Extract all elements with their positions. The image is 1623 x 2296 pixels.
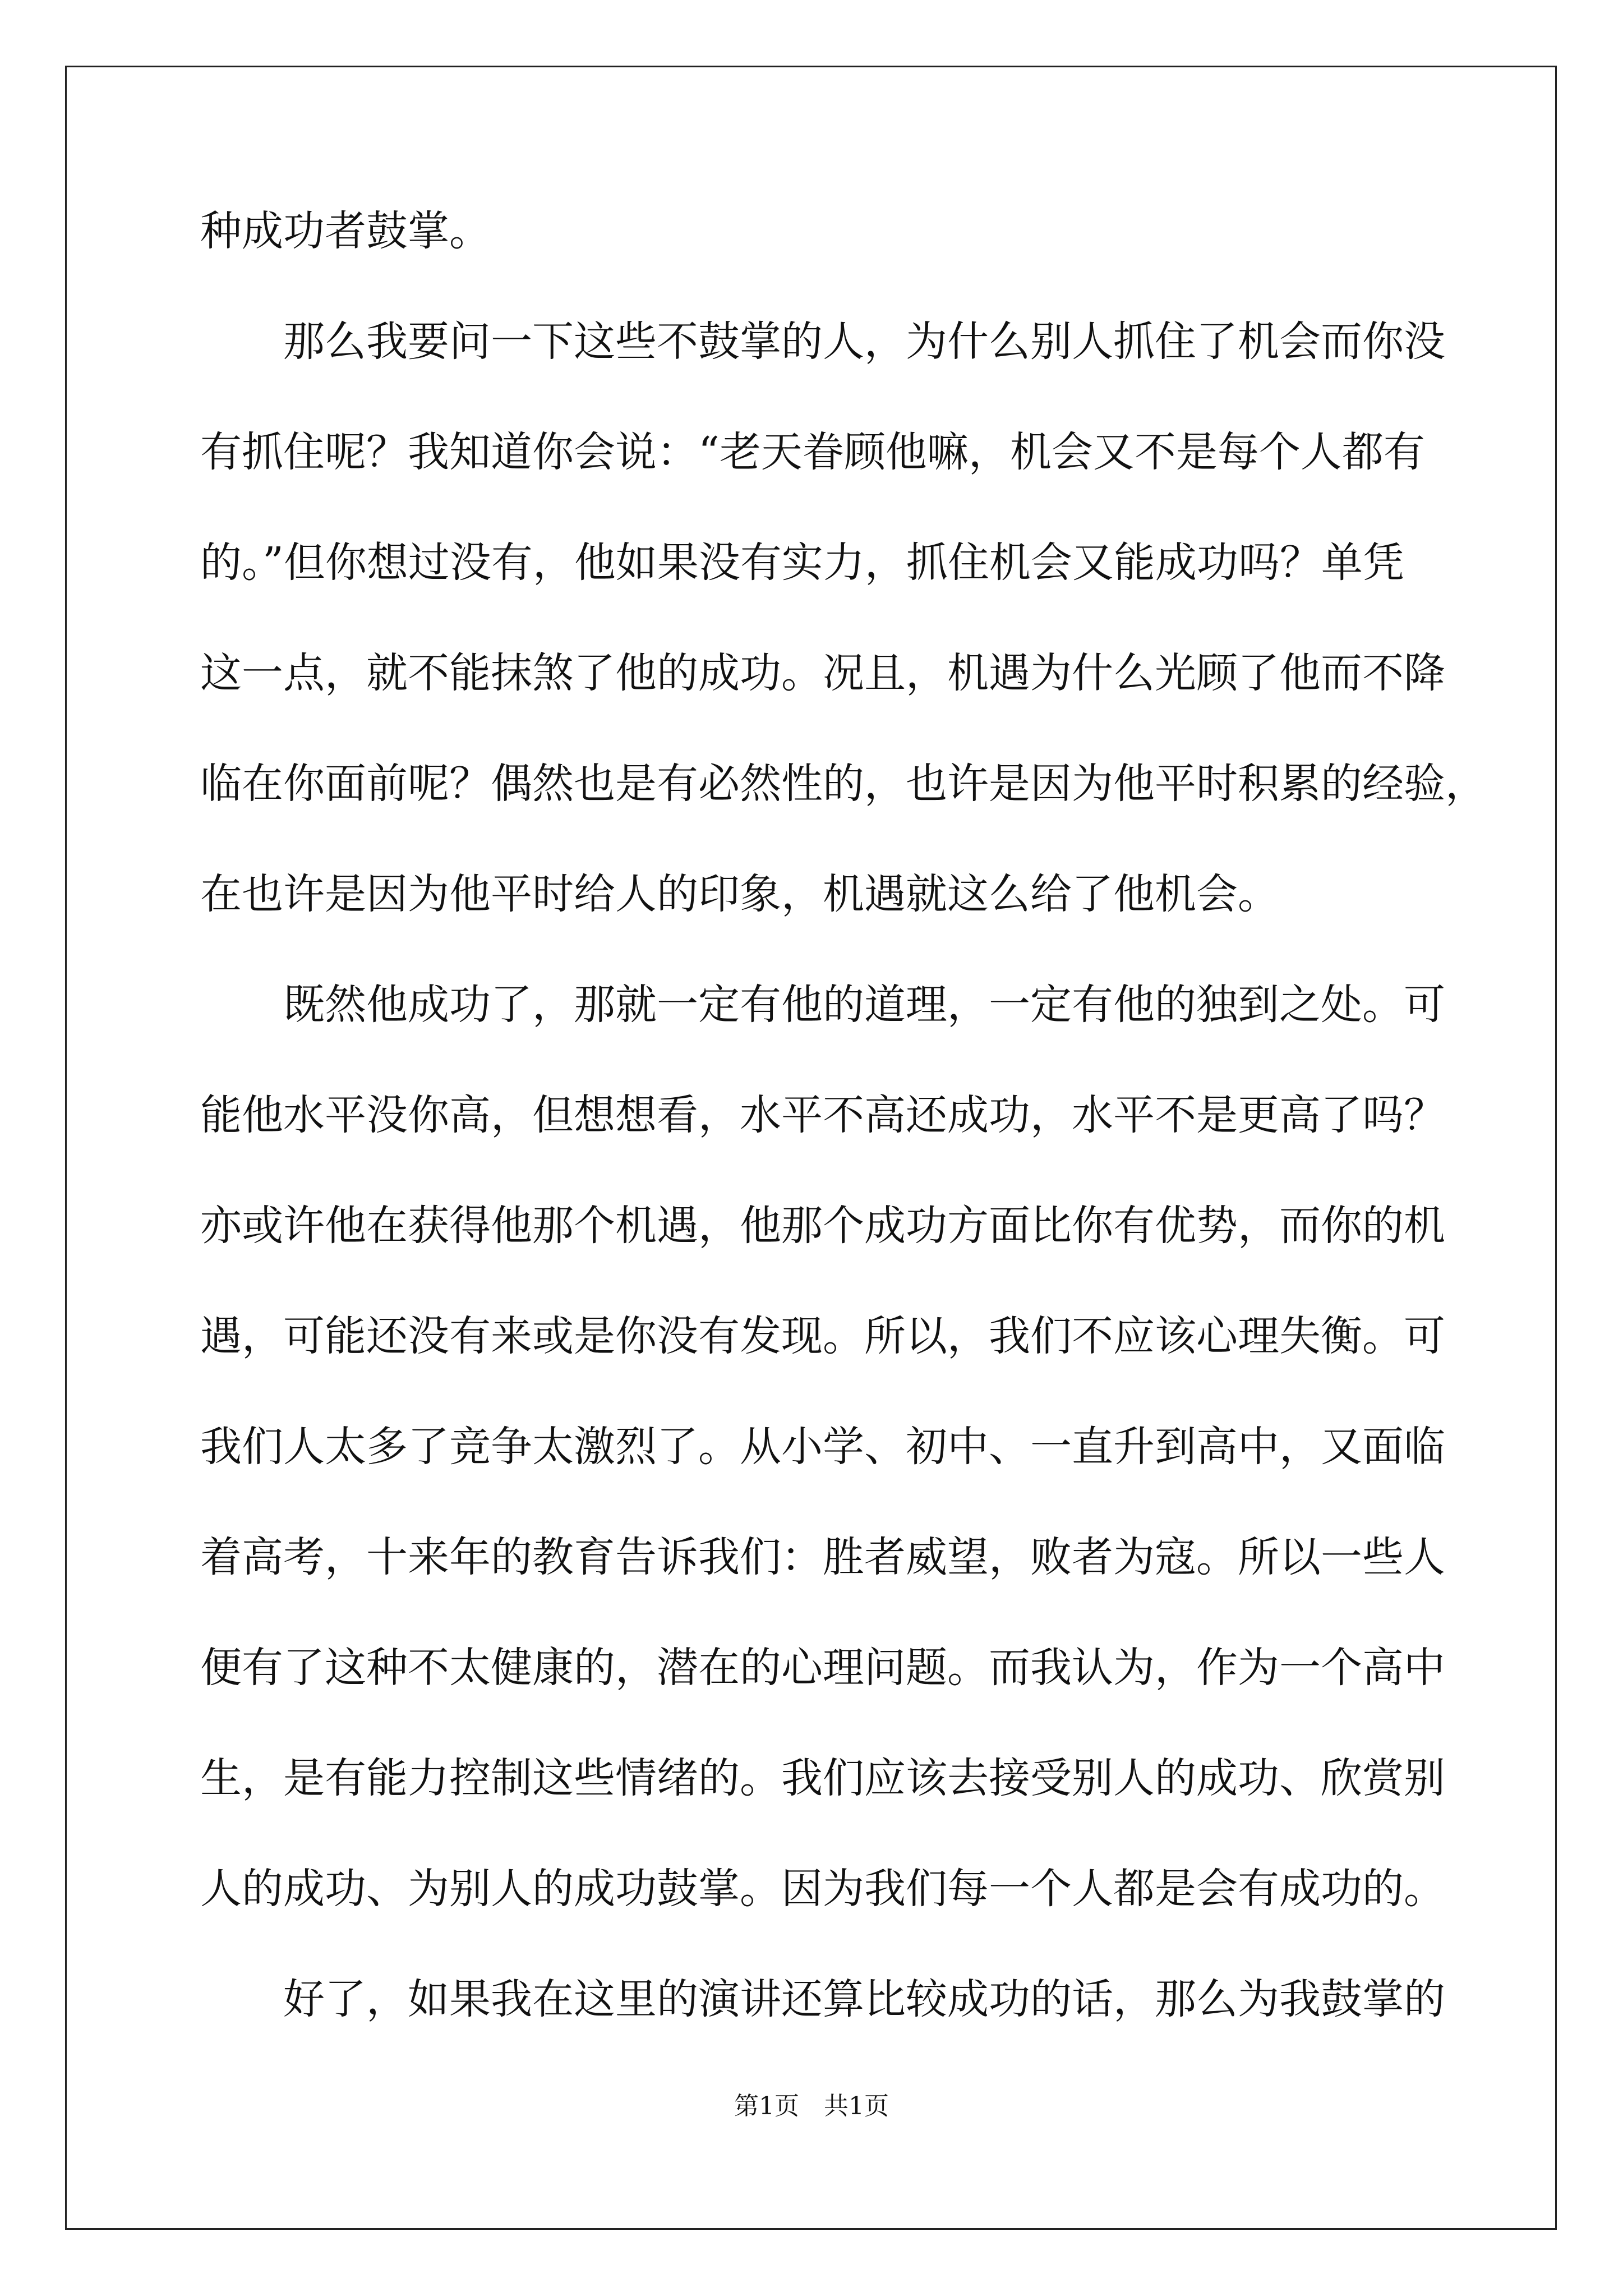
text-line: 有抓住呢？我知道你会说：“老天眷顾他嘛，机会又不是每个人都有 xyxy=(200,428,1425,476)
text-line: 好了，如果我在这里的演讲还算比较成功的话，那么为我鼓掌的 xyxy=(283,1975,1445,2023)
text-line: 临在你面前呢？偶然也是有必然性的，也许是因为他平时积累的经验， xyxy=(200,760,1487,808)
text-line: 种成功者鼓掌。 xyxy=(200,207,491,255)
text-line: 在也许是因为他平时给人的印象，机遇就这么给了他机会。 xyxy=(200,870,1279,918)
text-line: 生，是有能力控制这些情绪的。我们应该去接受别人的成功、欣赏别 xyxy=(200,1754,1445,1802)
text-line: 遇，可能还没有来或是你没有发现。所以，我们不应该心理失衡。可 xyxy=(200,1312,1445,1360)
text-line: 着高考，十来年的教育告诉我们：胜者威望，败者为寇。所以一些人 xyxy=(200,1533,1445,1581)
text-line: 能他水平没你高，但想想看，水平不高还成功，水平不是更高了吗？ xyxy=(200,1091,1445,1139)
text-line: 的。”但你想过没有，他如果没有实力，抓住机会又能成功吗？单凭 xyxy=(200,539,1404,587)
text-line: 人的成功、为别人的成功鼓掌。因为我们每一个人都是会有成功的。 xyxy=(200,1865,1445,1913)
page-number: 第1页 共1页 xyxy=(734,2092,889,2120)
text-line: 我们人太多了竞争太激烈了。从小学、初中、一直升到高中，又面临 xyxy=(200,1423,1445,1471)
text-line: 这一点，就不能抹煞了他的成功。况且，机遇为什么光顾了他而不降 xyxy=(200,649,1445,697)
document-body xyxy=(200,203,1487,2082)
text-line: 便有了这种不太健康的，潜在的心理问题。而我认为，作为一个高中 xyxy=(200,1644,1445,1692)
text-line: 既然他成功了，那就一定有他的道理，一定有他的独到之处。可 xyxy=(283,981,1445,1029)
text-line: 那么我要问一下这些不鼓掌的人，为什么别人抓住了机会而你没 xyxy=(283,318,1445,366)
text-line: 亦或许他在获得他那个机遇，他那个成功方面比你有优势，而你的机 xyxy=(200,1202,1445,1250)
